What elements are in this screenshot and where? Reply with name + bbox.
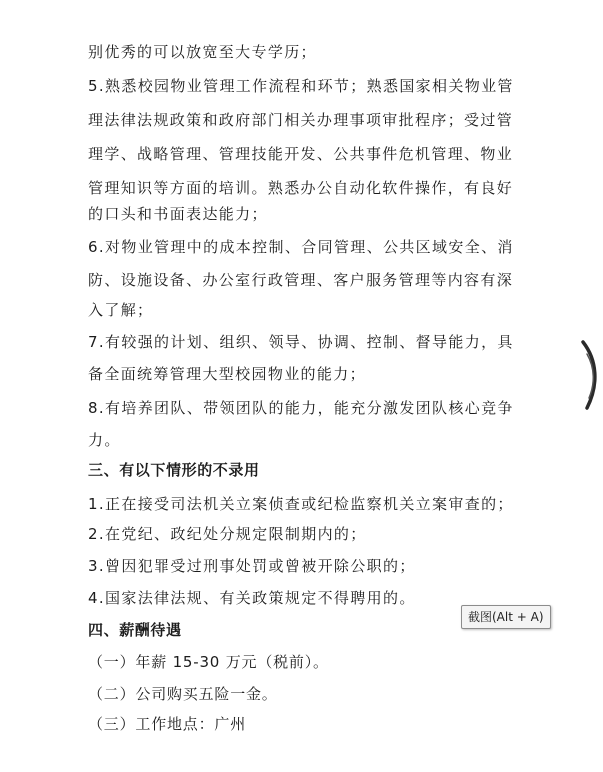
requirement-5-line: 理法律法规政策和政府部门相关办理事项审批程序；受过管 — [88, 111, 514, 129]
exclusion-item: 1.正在接受司法机关立案侦查或纪检监察机关立案审查的； — [88, 495, 514, 513]
requirement-6-line: 6.对物业管理中的成本控制、合同管理、公共区域安全、消 — [88, 238, 514, 256]
scan-artifact-mark — [575, 340, 603, 410]
exclusion-item: 3.曾因犯罪受过刑事处罚或曾被开除公职的； — [88, 557, 416, 575]
requirement-6-line: 入了解； — [88, 301, 154, 319]
exclusion-item: 4.国家法律法规、有关政策规定不得聘用的。 — [88, 589, 416, 607]
benefits-item: （二）公司购买五险一金。 — [88, 685, 278, 703]
requirement-7-line: 备全面统筹管理大型校园物业的能力； — [88, 365, 366, 383]
requirement-7-line: 7.有较强的计划、组织、领导、协调、控制、督导能力，具 — [88, 333, 514, 351]
requirement-5-line: 管理知识等方面的培训。熟悉办公自动化软件操作，有良好 — [88, 179, 514, 197]
requirement-8-line: 力。 — [88, 431, 121, 449]
requirement-8-line: 8.有培养团队、带领团队的能力，能充分激发团队核心竞争 — [88, 399, 514, 417]
salary-item: （一）年薪 15-30 万元（税前）。 — [88, 653, 329, 671]
section-4-heading: 四、薪酬待遇 — [88, 621, 182, 639]
requirement-5-line: 理学、战略管理、管理技能开发、公共事件危机管理、物业 — [88, 145, 514, 163]
work-location-item: （三）工作地点：广州 — [88, 715, 247, 733]
section-3-heading: 三、有以下情形的不录用 — [88, 461, 260, 479]
requirement-5-line: 的口头和书面表达能力； — [88, 205, 268, 223]
body-text-line: 别优秀的可以放宽至大专学历； — [88, 43, 317, 61]
requirement-5-line: 5.熟悉校园物业管理工作流程和环节；熟悉国家相关物业管 — [88, 77, 514, 95]
exclusion-item: 2.在党纪、政纪处分规定限制期内的； — [88, 525, 367, 543]
requirement-6-line: 防、设施设备、办公室行政管理、客户服务管理等内容有深 — [88, 271, 514, 289]
screenshot-shortcut-tooltip: 截图(Alt + A) — [461, 605, 551, 629]
